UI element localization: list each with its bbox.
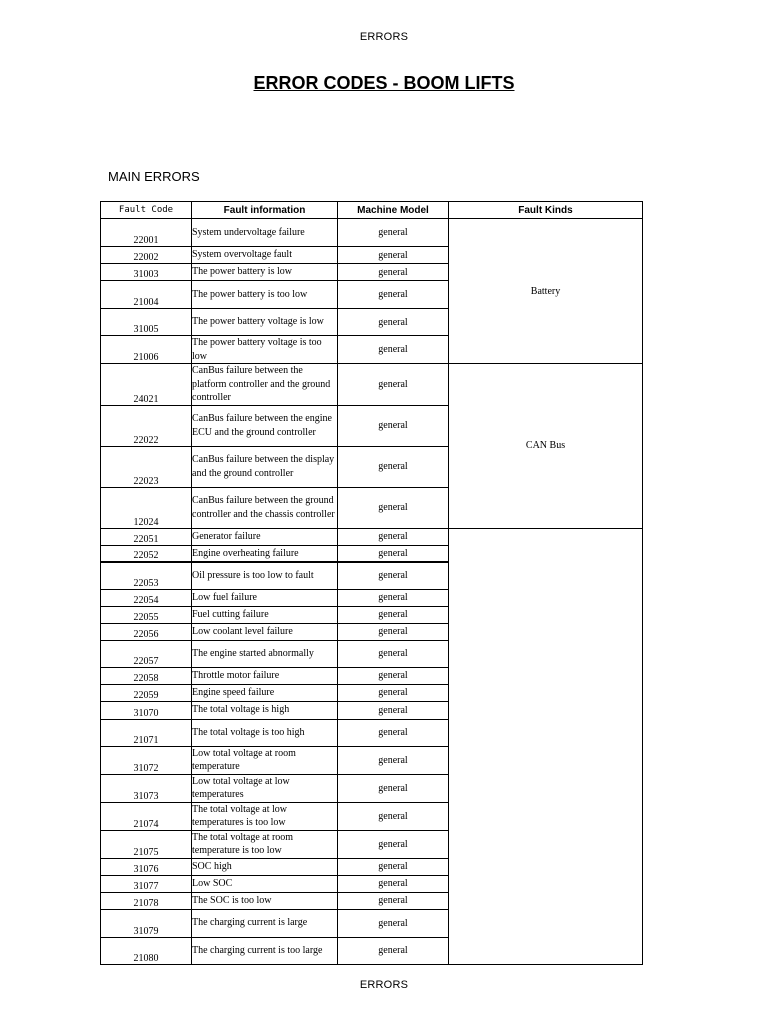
column-header-fault-code: Fault Code — [101, 202, 192, 219]
fault-code-cell: 22059 — [101, 684, 192, 701]
fault-code-cell: 31079 — [101, 909, 192, 937]
fault-code-cell: 21080 — [101, 937, 192, 964]
fault-info-cell: System undervoltage failure — [192, 219, 338, 247]
machine-model-cell: general — [338, 701, 449, 719]
fault-info-cell: The total voltage at room temperature is too low — [192, 830, 338, 858]
machine-model-cell: general — [338, 937, 449, 964]
machine-model-cell: general — [338, 405, 449, 446]
machine-model-cell: general — [338, 858, 449, 875]
fault-info-cell: The power battery is low — [192, 264, 338, 281]
section-heading: MAIN ERRORS — [108, 169, 200, 184]
machine-model-cell: general — [338, 247, 449, 264]
fault-info-cell: The power battery is too low — [192, 281, 338, 309]
fault-info-cell: Fuel cutting failure — [192, 606, 338, 623]
fault-info-cell: The engine started abnormally — [192, 640, 338, 667]
fault-code-cell: 22057 — [101, 640, 192, 667]
table-row — [101, 528, 643, 545]
machine-model-cell: general — [338, 667, 449, 684]
fault-code-cell: 31070 — [101, 701, 192, 719]
machine-model-cell: general — [338, 640, 449, 667]
fault-code-cell: 22055 — [101, 606, 192, 623]
fault-info-cell: The total voltage is too high — [192, 719, 338, 746]
machine-model-cell: general — [338, 684, 449, 701]
machine-model-cell: general — [338, 264, 449, 281]
machine-model-cell: general — [338, 446, 449, 487]
fault-info-cell: The SOC is too low — [192, 892, 338, 909]
machine-model-cell: general — [338, 281, 449, 309]
fault-info-cell: Low fuel failure — [192, 589, 338, 606]
fault-info-cell: Generator failure — [192, 528, 338, 545]
fault-info-cell: Low SOC — [192, 875, 338, 892]
fault-info-cell: Engine speed failure — [192, 684, 338, 701]
fault-info-cell: The charging current is too large — [192, 937, 338, 964]
fault-code-cell: 21006 — [101, 336, 192, 364]
error-codes-table — [100, 201, 643, 965]
fault-info-cell: Low total voltage at room temperature — [192, 746, 338, 774]
page-footer: ERRORS — [359, 979, 409, 991]
machine-model-cell: general — [338, 623, 449, 640]
machine-model-cell: general — [338, 774, 449, 802]
fault-code-cell: 31072 — [101, 746, 192, 774]
machine-model-cell: general — [338, 545, 449, 562]
machine-model-cell: general — [338, 528, 449, 545]
fault-info-cell: SOC high — [192, 858, 338, 875]
table-row — [101, 219, 643, 247]
fault-code-cell: 22056 — [101, 623, 192, 640]
machine-model-cell: general — [338, 892, 449, 909]
fault-info-cell: The power battery voltage is low — [192, 309, 338, 336]
fault-code-cell: 31076 — [101, 858, 192, 875]
fault-code-cell: 22058 — [101, 667, 192, 684]
fault-code-cell: 21075 — [101, 830, 192, 858]
fault-info-cell: CanBus failure between the ground controller and the chassis controller — [192, 487, 338, 528]
fault-info-cell: Oil pressure is too low to fault — [192, 562, 338, 589]
machine-model-cell: general — [338, 562, 449, 589]
fault-code-cell: 12024 — [101, 487, 192, 528]
fault-code-cell: 24021 — [101, 364, 192, 406]
fault-code-cell: 22053 — [101, 562, 192, 589]
machine-model-cell: general — [338, 589, 449, 606]
machine-model-cell: general — [338, 309, 449, 336]
machine-model-cell: general — [338, 336, 449, 364]
fault-info-cell: CanBus failure between the platform controller and the ground controller — [192, 364, 338, 406]
fault-info-cell: Low total voltage at low temperatures — [192, 774, 338, 802]
fault-info-cell: CanBus failure between the engine ECU and the ground controller — [192, 405, 338, 446]
machine-model-cell: general — [338, 219, 449, 247]
machine-model-cell: general — [338, 830, 449, 858]
fault-code-cell: 22001 — [101, 219, 192, 247]
fault-code-cell: 21004 — [101, 281, 192, 309]
machine-model-cell: general — [338, 364, 449, 406]
fault-info-cell: Engine overheating failure — [192, 545, 338, 562]
document-title: ERROR CODES - BOOM LIFTS — [253, 73, 515, 93]
machine-model-cell: general — [338, 746, 449, 774]
fault-info-cell: The charging current is large — [192, 909, 338, 937]
fault-code-cell: 22051 — [101, 528, 192, 545]
fault-code-cell: 31077 — [101, 875, 192, 892]
fault-code-cell: 22054 — [101, 589, 192, 606]
fault-code-cell: 22023 — [101, 446, 192, 487]
fault-code-cell: 31003 — [101, 264, 192, 281]
machine-model-cell: general — [338, 719, 449, 746]
fault-code-cell: 31073 — [101, 774, 192, 802]
fault-info-cell: System overvoltage fault — [192, 247, 338, 264]
fault-code-cell: 21074 — [101, 802, 192, 830]
machine-model-cell: general — [338, 909, 449, 937]
fault-code-cell: 21078 — [101, 892, 192, 909]
fault-info-cell: The total voltage is high — [192, 701, 338, 719]
machine-model-cell: general — [338, 606, 449, 623]
table-row — [101, 364, 643, 406]
fault-code-cell: 31005 — [101, 309, 192, 336]
fault-code-cell: 21071 — [101, 719, 192, 746]
fault-code-cell: 22002 — [101, 247, 192, 264]
column-header-fault-information: Fault information — [192, 202, 338, 219]
fault-info-cell: The power battery voltage is too low — [192, 336, 338, 364]
fault-kind-battery: Battery — [449, 219, 643, 364]
fault-kind-empty — [449, 528, 643, 964]
fault-info-cell: Low coolant level failure — [192, 623, 338, 640]
machine-model-cell: general — [338, 875, 449, 892]
column-header-fault-kinds: Fault Kinds — [449, 202, 643, 219]
machine-model-cell: general — [338, 802, 449, 830]
fault-code-cell: 22022 — [101, 405, 192, 446]
table-header-row — [101, 202, 643, 219]
fault-info-cell: Throttle motor failure — [192, 667, 338, 684]
machine-model-cell: general — [338, 487, 449, 528]
fault-info-cell: CanBus failure between the display and the ground controller — [192, 446, 338, 487]
column-header-machine-model: Machine Model — [338, 202, 449, 219]
page-header: ERRORS — [359, 31, 409, 43]
fault-code-cell: 22052 — [101, 545, 192, 562]
fault-kind-can-bus: CAN Bus — [449, 364, 643, 529]
fault-info-cell: The total voltage at low temperatures is too low — [192, 802, 338, 830]
